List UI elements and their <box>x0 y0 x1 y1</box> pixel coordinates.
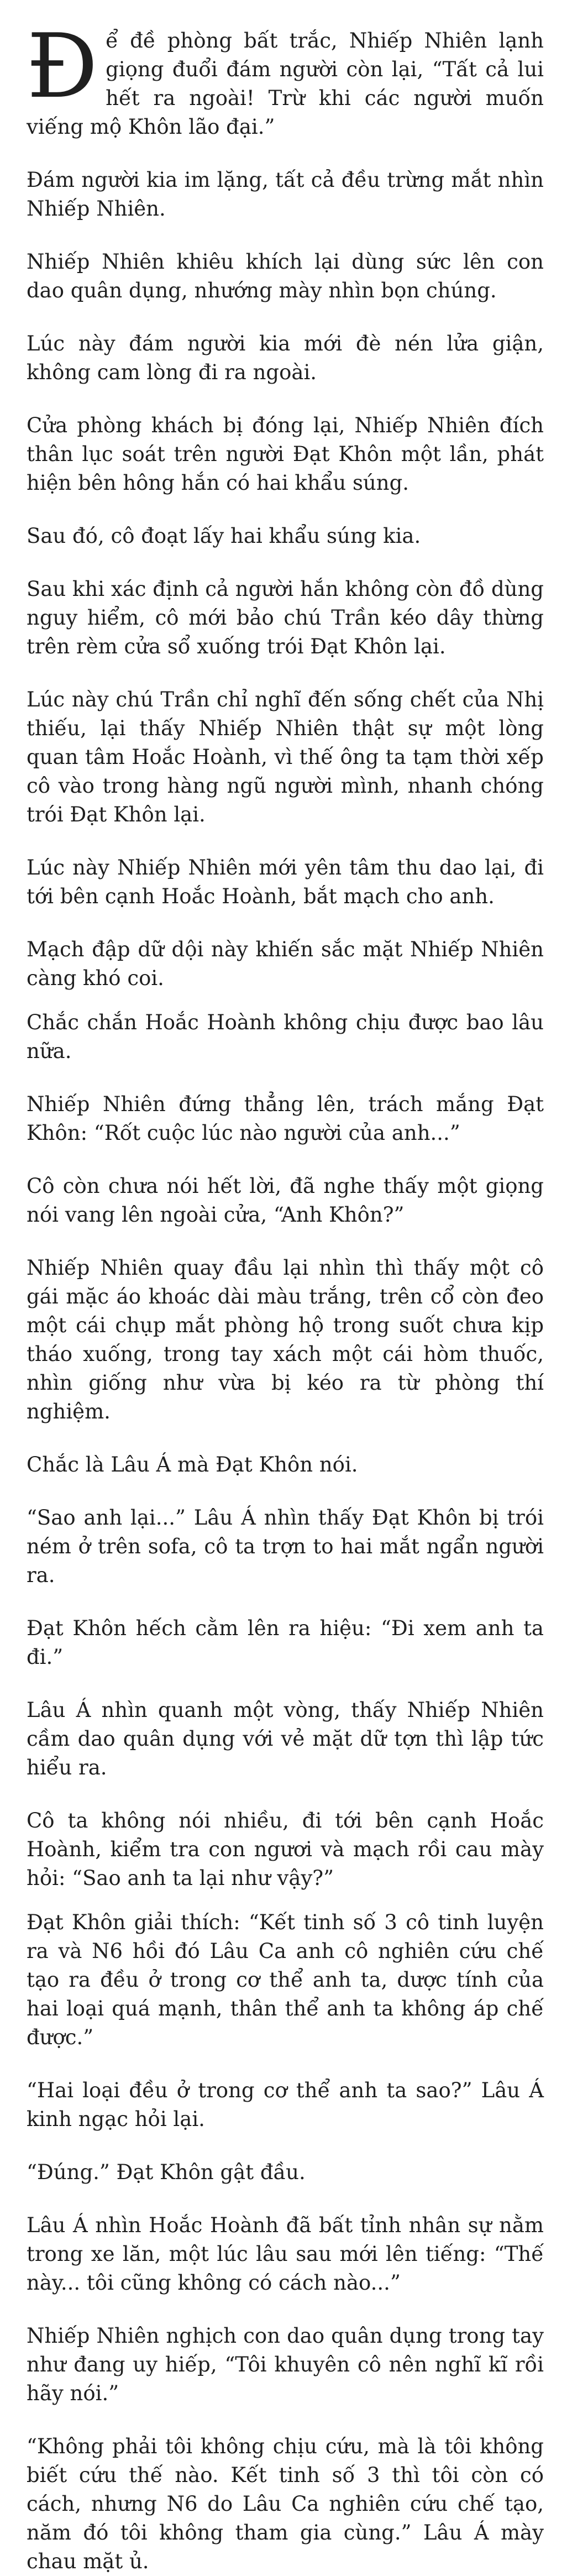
paragraph-13: Cô còn chưa nói hết lời, đã nghe thấy một giọng nói vang lên ngoài cửa, “Anh Khôn?” <box>27 1174 544 1227</box>
paragraph-14: Nhiếp Nhiên quay đầu lại nhìn thì thấy một cô gái mặc áo khoác dài màu trắng, trên cổ còn đeo một cái chụp mắt phòng hộ trong suốt chưa kịp tháo xuống, trong tay xách một cái hòm thuốc, nhìn giống như vừa bị kéo ra từ phòng thí nghiệm. <box>27 1256 544 1423</box>
paragraph-9: Lúc này Nhiếp Nhiên mới yên tâm thu dao lại, đi tới bên cạnh Hoắc Hoành, bắt mạch cho anh. <box>27 856 544 908</box>
paragraph-11: Chắc chắn Hoắc Hoành không chịu được bao lâu nữa. <box>27 1010 544 1063</box>
paragraph-5: Cửa phòng khách bị đóng lại, Nhiếp Nhiên đích thân lục soát trên người Đạt Khôn một lần, phát hiện bên hông hắn có hai khẩu súng. <box>27 413 544 495</box>
paragraph-25: “Không phải tôi không chịu cứu, mà là tôi không biết cứu thế nào. Kết tinh số 3 thì tôi còn có cách, nhưng N6 do Lâu Ca nghiên cứu chế tạo, năm đó tôi không tham gia cùng.” Lâu Á mày chau mặt ủ. <box>27 2434 544 2573</box>
paragraph-19: Cô ta không nói nhiều, đi tới bên cạnh Hoắc Hoành, kiểm tra con ngươi và mạch rồi cau mày hỏi: “Sao anh ta lại như vậy?” <box>27 1809 544 1890</box>
paragraph-6: Sau đó, cô đoạt lấy hai khẩu súng kia. <box>27 524 421 548</box>
paragraph-3: Nhiếp Nhiên khiêu khích lại dùng sức lên con dao quân dụng, nhướng mày nhìn bọn chúng. <box>27 250 544 302</box>
paragraph-2: Đám người kia im lặng, tất cả đều trừng mắt nhìn Nhiếp Nhiên. <box>27 168 544 221</box>
article-body <box>27 0 544 2576</box>
paragraph-17: Đạt Khôn hếch cằm lên ra hiệu: “Đi xem anh ta đi.” <box>27 1616 544 1669</box>
paragraph-20: Đạt Khôn giải thích: “Kết tinh số 3 cô tinh luyện ra và N6 hồi đó Lâu Ca anh cô nghiên cứu chế tạo ra đều ở trong cơ thể anh ta, dược tính của hai loại quá mạnh, thân thể anh ta không áp chế được.” <box>27 1910 544 2049</box>
paragraph-21: “Hai loại đều ở trong cơ thể anh ta sao?” Lâu Á kinh ngạc hỏi lại. <box>27 2078 544 2131</box>
paragraph-23: Lâu Á nhìn Hoắc Hoành đã bất tỉnh nhân sự nằm trong xe lăn, một lúc lâu sau mới lên tiếng: “Thế này... tôi cũng không có cách nào...” <box>27 2213 544 2295</box>
paragraph-8: Lúc này chú Trần chỉ nghĩ đến sống chết của Nhị thiếu, lại thấy Nhiếp Nhiên thật sự một lòng quan tâm Hoắc Hoành, vì thế ông ta tạm thời xếp cô vào trong hàng ngũ người mình, nhanh chóng trói Đạt Khôn lại. <box>27 688 544 826</box>
paragraph-15: Chắc là Lâu Á mà Đạt Khôn nói. <box>27 1453 358 1477</box>
paragraph-10: Mạch đập dữ dội này khiến sắc mặt Nhiếp Nhiên càng khó coi. <box>27 938 544 990</box>
paragraph-18: Lâu Á nhìn quanh một vòng, thấy Nhiếp Nhiên cầm dao quân dụng với vẻ mặt dữ tợn thì lập tức hiểu ra. <box>27 1698 544 1779</box>
paragraph-1 <box>27 14 544 142</box>
drop-cap-letter: Đ <box>27 14 98 118</box>
paragraph-12: Nhiếp Nhiên đứng thẳng lên, trách mắng Đạt Khôn: “Rốt cuộc lúc nào người của anh...” <box>27 1092 544 1145</box>
paragraph-24: Nhiếp Nhiên nghịch con dao quân dụng trong tay như đang uy hiếp, “Tôi khuyên cô nên nghĩ kĩ rồi hãy nói.” <box>27 2324 544 2405</box>
paragraph-1-text: ể đề phòng bất trắc, Nhiếp Nhiên lạnh giọng đuổi đám người còn lại, “Tất cả lui hết ra ngoài! Trừ khi các người muốn viếng mộ Khôn lão đại.” <box>27 29 544 139</box>
paragraph-7: Sau khi xác định cả người hắn không còn đồ dùng nguy hiểm, cô mới bảo chú Trần kéo dây thừng trên rèm cửa sổ xuống trói Đạt Khôn lại. <box>27 577 544 658</box>
paragraph-16: “Sao anh lại...” Lâu Á nhìn thấy Đạt Khôn bị trói ném ở trên sofa, cô ta trợn to hai mắt ngẩn người ra. <box>27 1506 544 1587</box>
paragraph-4: Lúc này đám người kia mới đè nén lửa giận, không cam lòng đi ra ngoài. <box>27 332 544 384</box>
paragraph-22: “Đúng.” Đạt Khôn gật đầu. <box>27 2160 306 2184</box>
